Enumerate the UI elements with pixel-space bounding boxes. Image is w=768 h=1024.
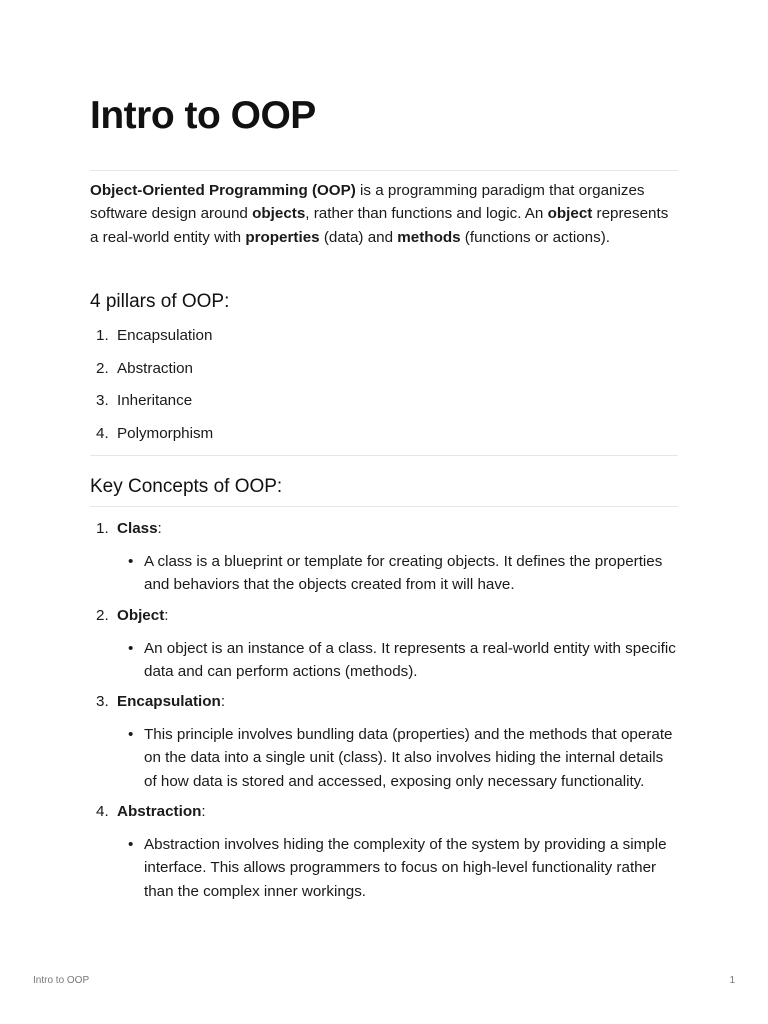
- intro-text: (data) and: [319, 228, 398, 246]
- concept-heading: [117, 800, 678, 825]
- pillar-label: Inheritance: [117, 392, 193, 409]
- list-number: 4.: [96, 803, 109, 821]
- concept-heading: [117, 690, 678, 715]
- bullet-item: [117, 833, 678, 903]
- bullet-marker: •: [128, 553, 134, 570]
- bullet-item: [117, 637, 678, 684]
- heading-divider: [90, 506, 678, 507]
- concept-term: Object: [117, 606, 165, 624]
- pillars-heading: 4 pillars of OOP:: [90, 291, 230, 312]
- intro-paragraph: [90, 179, 678, 249]
- bullet-item: [117, 550, 678, 597]
- concepts-list: [90, 517, 678, 910]
- concept-colon: :: [164, 606, 169, 624]
- concept-description: Abstraction involves hiding the complexity of the system by providing a simple interface. This allows programmers to focus on high-level functionality rather than the complex inner workings.: [144, 836, 667, 900]
- concept-heading: [117, 604, 678, 629]
- pillars-list: [90, 324, 678, 454]
- concept-description: An object is an instance of a class. It represents a real-world entity with specific data and can perform actions (methods).: [144, 639, 676, 680]
- concept-bullets: [117, 550, 678, 597]
- intro-bold-methods: methods: [397, 228, 461, 246]
- list-number: 3.: [96, 693, 109, 711]
- intro-text: , rather than functions and logic. An: [305, 205, 548, 223]
- list-number: 1.: [96, 327, 109, 344]
- pillar-label: Polymorphism: [117, 424, 214, 442]
- intro-text: is a programming paradigm that organizes software design around: [90, 182, 645, 223]
- list-item: [90, 690, 678, 793]
- intro-text: represents a real-world entity with: [90, 205, 669, 246]
- concept-heading: [117, 517, 678, 542]
- concept-description: This principle involves bundling data (properties) and the methods that operate on the data into a single unit (class). It also involves hiding the internal details of how data is stored and accessed, exposing only necessary functionality.: [144, 726, 673, 790]
- list-item: [90, 422, 678, 455]
- page-title: Intro to OOP: [90, 94, 316, 137]
- concept-colon: :: [220, 693, 226, 711]
- bullet-marker: •: [128, 726, 134, 744]
- concept-bullets: [117, 723, 678, 793]
- list-item: [90, 604, 678, 684]
- list-item: [90, 324, 678, 357]
- list-number: 1.: [96, 520, 109, 537]
- pillar-label: Encapsulation: [117, 327, 213, 344]
- footer-page-number: 1: [729, 975, 735, 986]
- concept-colon: :: [201, 803, 206, 821]
- title-divider: [90, 170, 678, 171]
- footer-document-title: Intro to OOP: [33, 975, 90, 986]
- concept-bullets: [117, 833, 678, 903]
- list-item: [90, 389, 678, 422]
- concept-bullets: [117, 637, 678, 684]
- list-item: [90, 517, 678, 597]
- concepts-heading: Key Concepts of OOP:: [90, 476, 283, 497]
- list-item: [90, 357, 678, 390]
- intro-term: Object-Oriented Programming (OOP): [90, 182, 356, 199]
- concept-term: Abstraction: [117, 803, 202, 821]
- list-number: 3.: [96, 392, 109, 409]
- list-number: 4.: [96, 424, 109, 442]
- intro-bold-properties: properties: [245, 228, 320, 246]
- list-number: 2.: [96, 606, 109, 624]
- concept-colon: :: [157, 520, 162, 537]
- intro-text: (functions or actions).: [460, 228, 610, 246]
- concept-description: A class is a blueprint or template for creating objects. It defines the properties and behaviors that the objects created from it will have.: [144, 553, 663, 594]
- bullet-item: [117, 723, 678, 793]
- list-item: [90, 800, 678, 903]
- pillar-label: Abstraction: [117, 359, 193, 377]
- section-divider: [90, 455, 678, 456]
- list-number: 2.: [96, 359, 109, 377]
- concept-term: Encapsulation: [117, 693, 221, 711]
- bullet-marker: •: [128, 836, 134, 854]
- bullet-marker: •: [128, 639, 134, 657]
- concept-term: Class: [117, 520, 158, 537]
- intro-bold-objects: objects: [252, 205, 306, 223]
- intro-bold-object: object: [547, 205, 593, 223]
